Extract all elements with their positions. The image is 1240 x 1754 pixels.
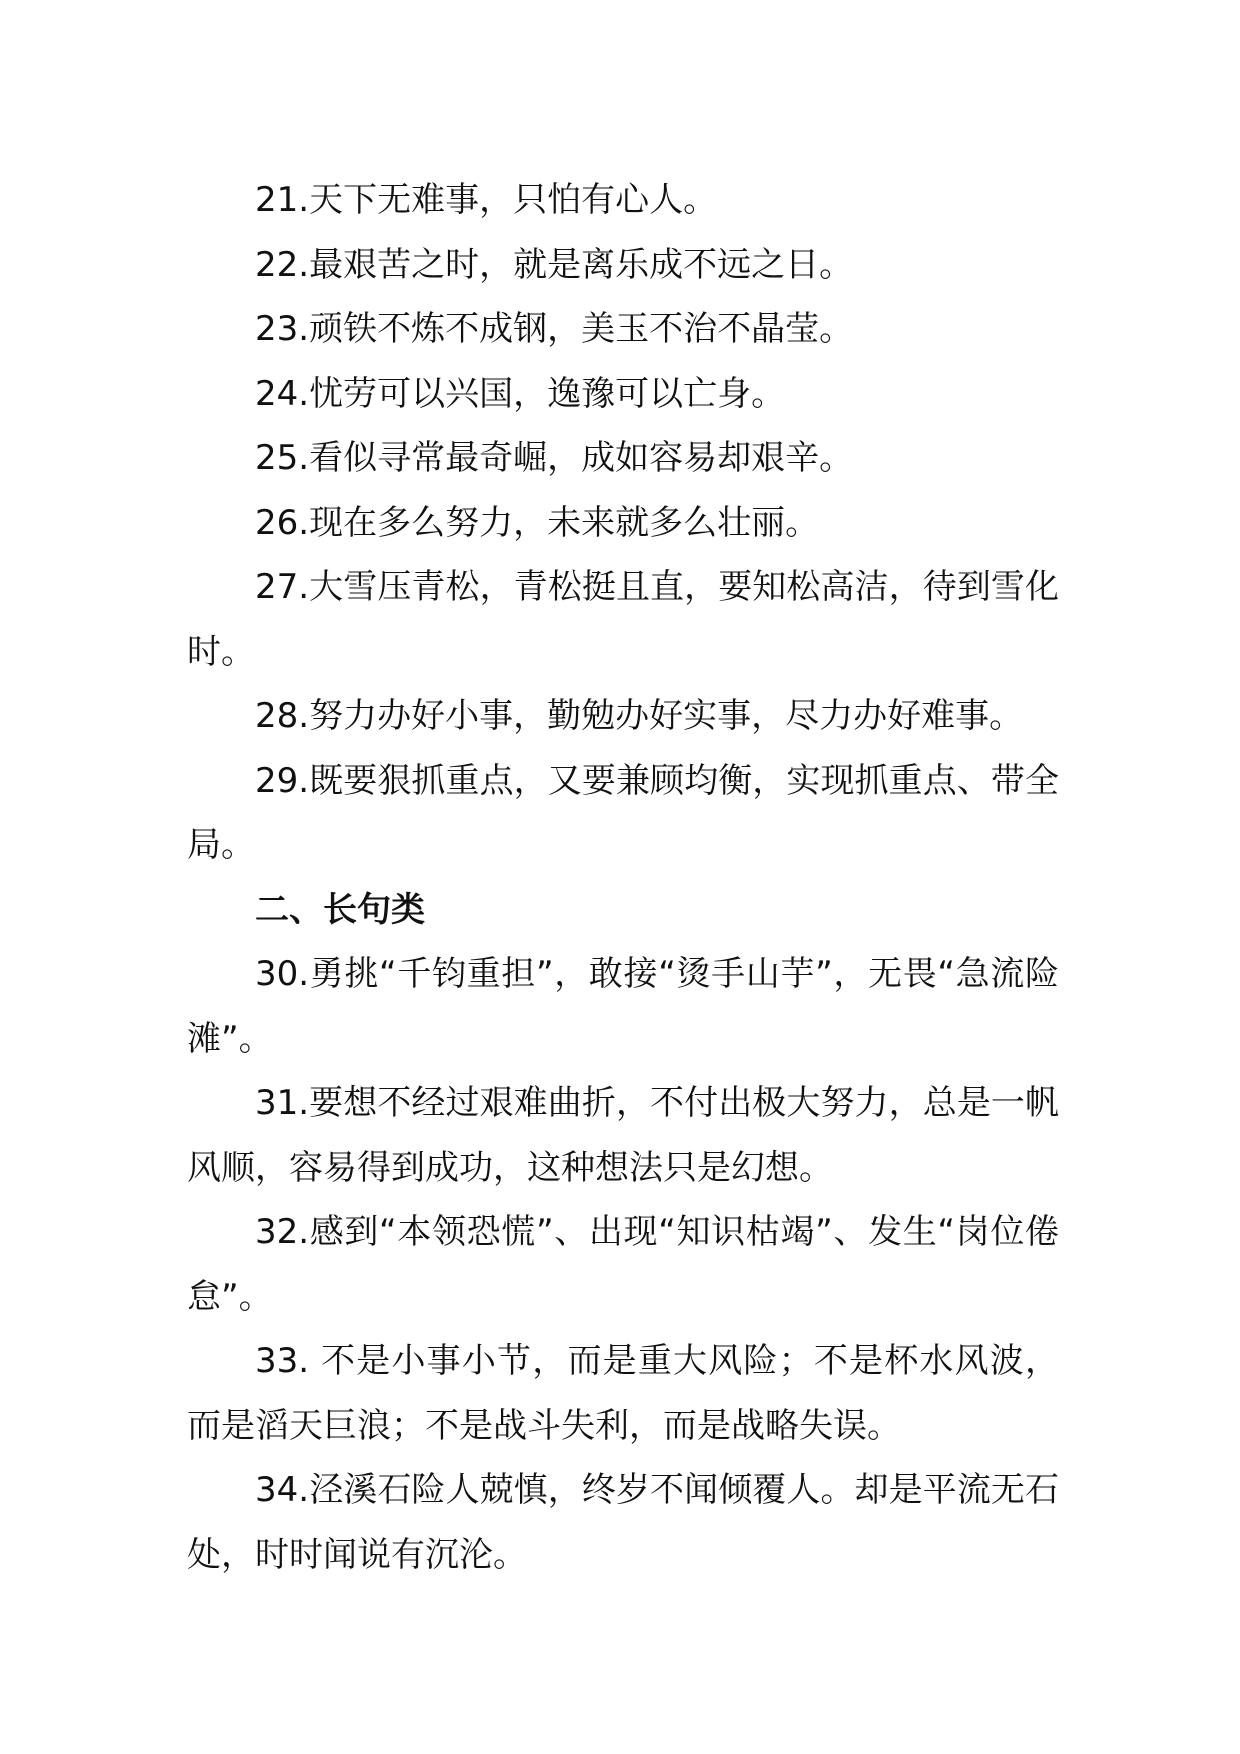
section-heading: 二、长句类 xyxy=(255,889,425,930)
list-item-26: 26.现在多么努力，未来就多么壮丽。 xyxy=(255,502,820,543)
list-item-32: 32.感到“本领恐慌”、出现“知识枯竭”、发生“岗位倦怠”。 xyxy=(187,1212,1059,1317)
document-body xyxy=(187,168,1059,1587)
list-item-23: 23.顽铁不炼不成钢，美玉不治不晶莹。 xyxy=(255,309,854,349)
list-item-28: 28.努力办好小事，勤勉办好实事，尽力办好难事。 xyxy=(255,696,1024,736)
list-item-29: 29.既要狠抓重点，又要兼顾均衡，实现抓重点、带全局。 xyxy=(187,760,1059,865)
list-item-22: 22.最艰苦之时，就是离乐成不远之日。 xyxy=(255,244,854,285)
list-item-30: 30.勇挑“千钧重担”，敢接“烫手山芋”，无畏“急流险滩”。 xyxy=(187,954,1059,1059)
list-item-24: 24.忧劳可以兴国，逸豫可以亡身。 xyxy=(255,373,786,414)
list-item-25: 25.看似寻常最奇崛，成如容易却艰辛。 xyxy=(255,438,854,478)
list-item-34: 34.泾溪石险人兢慎，终岁不闻倾覆人。却是平流无石处，时时闻说有沉沦。 xyxy=(187,1470,1059,1575)
list-item-33: 33. 不是小事小节，而是重大风险；不是杯水风波，而是滔天巨浪；不是战斗失利，而是战略失误。 xyxy=(187,1341,1059,1446)
list-item-27: 27.大雪压青松，青松挺且直，要知松高洁，待到雪化时。 xyxy=(187,567,1059,672)
list-item-21: 21.天下无难事，只怕有心人。 xyxy=(255,180,718,220)
list-item-31: 31.要想不经过艰难曲折，不付出极大努力，总是一帆风顺，容易得到成功，这种想法只是幻想。 xyxy=(187,1083,1059,1188)
